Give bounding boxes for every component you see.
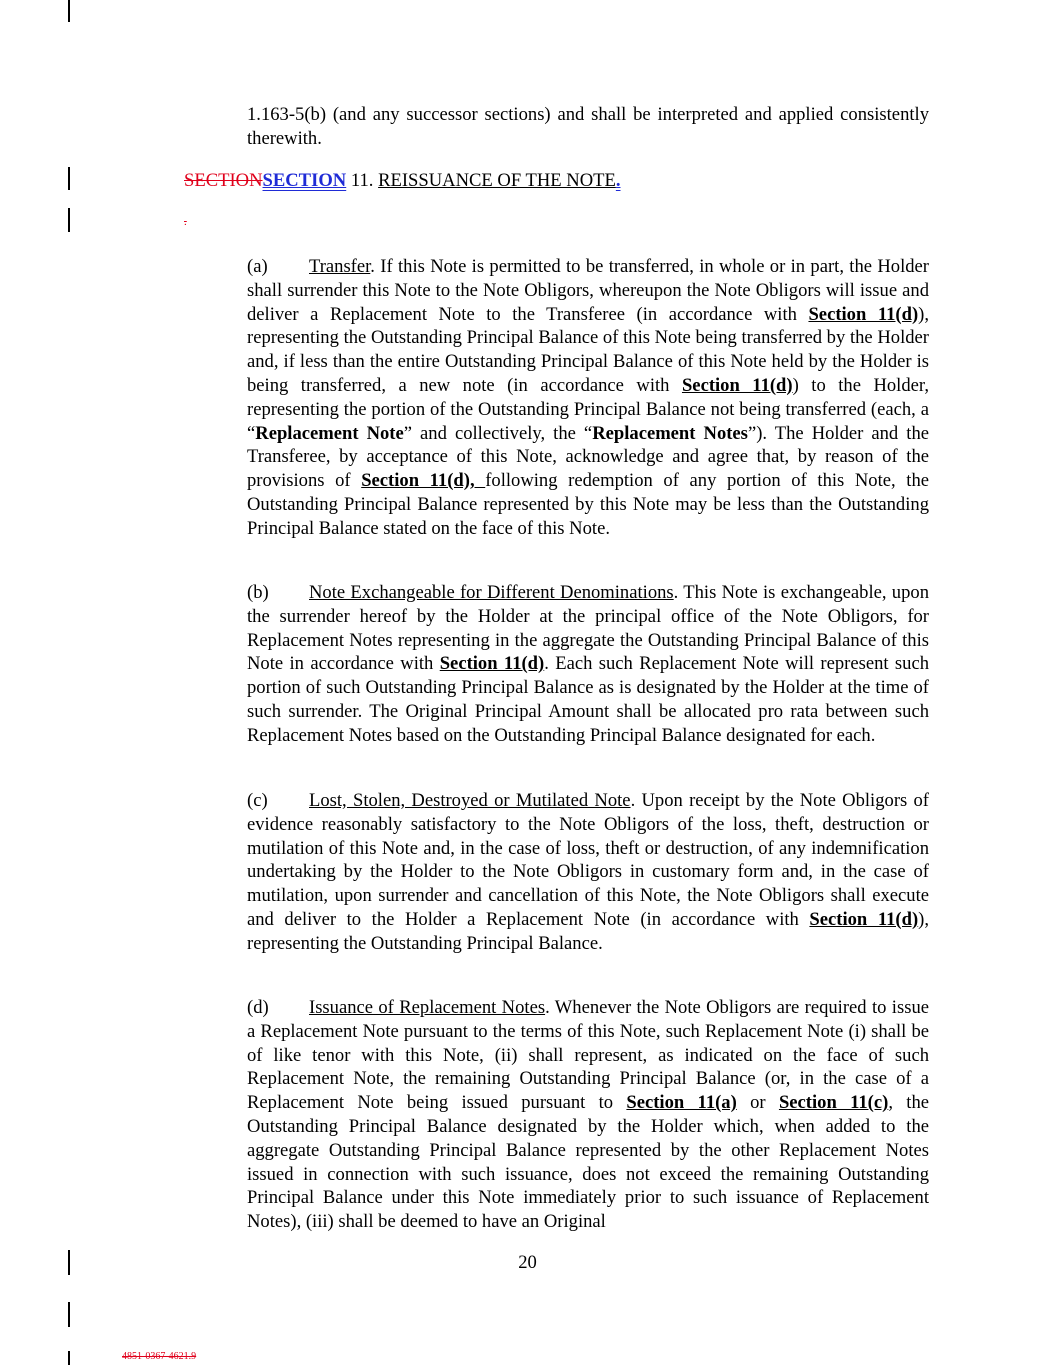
section-reference: Section 11(d) xyxy=(681,374,793,396)
change-bar xyxy=(68,1302,70,1327)
change-bar xyxy=(68,0,70,22)
footer-document-id: 4851-0367-4621.9 xyxy=(122,1351,197,1362)
inserted-period: . xyxy=(615,170,621,191)
paragraph-title: Lost, Stolen, Destroyed or Mutilated Note xyxy=(309,790,631,811)
paragraph-label: (d) xyxy=(247,997,269,1018)
section-number: 11. xyxy=(346,170,379,191)
paragraph-label: (b) xyxy=(247,582,269,603)
deleted-mark: . xyxy=(184,216,187,228)
paragraph-title: Issuance of Replacement Notes xyxy=(309,997,546,1018)
inserted-text: SECTION xyxy=(262,170,347,191)
continuation-paragraph: 1.163-5(b) (and any successor sections) and shall be interpreted and applied consistently therewith. xyxy=(247,104,929,149)
paragraph-label: (a) xyxy=(247,256,268,277)
section-reference: Section 11(d) xyxy=(809,908,919,930)
page-number: 20 xyxy=(518,1252,537,1273)
paragraph-label: (c) xyxy=(247,790,268,811)
deleted-text: SECTION xyxy=(184,170,263,191)
defined-term: Replacement Note xyxy=(255,422,404,444)
section-reference: Section 11(c) xyxy=(778,1092,889,1114)
paragraph-a: (a) Transfer. If this Note is permitted to be transferred, in whole or in part, the Holder shall surrender this Note to the Note Obligors, whereupon the Note Obligors will issue and deliver a Replacement Note to the Transferee (in accordance with Section 11(d)), representing the Outstanding Principal Balance of this Note being transferred by the Holder and, if less than the entire Outstanding Principal Balance of this Note held by the Holder is being transferred, a new note (in accordance with Section 11(d)) to the Holder, representing the portion of the Outstanding Principal Balance not being transferred (each, a “Replacement Note” and collectively, the “Replacement Notes”). The Holder and the Transferee, by acceptance of this Note, acknowledge and agree that, by reason of the provisions of Section 11(d), following redemption of any portion of this Note, the Outstanding Principal Balance represented by this Note may be less than the Outstanding Principal Balance stated on the face of this Note. xyxy=(247,256,929,539)
section-reference: Section 11(a) xyxy=(626,1092,737,1114)
change-bar xyxy=(68,208,70,232)
section-reference: Section 11(d) xyxy=(439,653,545,675)
paragraph-title: Note Exchangeable for Different Denominations xyxy=(309,582,674,603)
paragraph-b: (b) Note Exchangeable for Different Denominations. This Note is exchangeable, upon the surrender hereof by the Holder at the principal office of the Note Obligors, for Replacement Notes representing in the aggregate the Outstanding Principal Balance of this Note in accordance with Section 11(d). Each such Replacement Note will represent such portion of such Outstanding Principal Balance as is designated by the Holder at the time of such surrender. The Original Principal Amount shall be allocated pro rata between such Replacement Notes based on the Outstanding Principal Balance designated for each. xyxy=(247,582,929,746)
change-bar xyxy=(68,167,70,190)
defined-term: Replacement Notes xyxy=(592,422,748,444)
section-heading xyxy=(184,169,621,192)
paragraph-d: (d) Issuance of Replacement Notes. Whenever the Note Obligors are required to issue a Replacement Note pursuant to the terms of this Note, such Replacement Note (i) shall be of like tenor with this Note, (ii) shall represent, as indicated on the face of such Replacement Note, the remaining Outstanding Principal Balance (or, in the case of a Replacement Note being issued pursuant to Section 11(a) or Section 11(c), the Outstanding Principal Balance designated by the Holder which, when added to the aggregate Outstanding Principal Balance represented by the other Replacement Notes issued in connection with such issuance, does not exceed the remaining Outstanding Principal Balance under this Note immediately prior to such issuance of Replacement Notes), (iii) shall be deemed to have an Original xyxy=(247,997,929,1233)
section-title: REISSUANCE OF THE NOTE xyxy=(378,170,616,191)
paragraph-title: Transfer xyxy=(309,256,371,277)
paragraph-c: (c) Lost, Stolen, Destroyed or Mutilated Note. Upon receipt by the Note Obligors of evidence reasonably satisfactory to the Note Obligors of the loss, theft, destruction or mutilation of this Note and, in the case of loss, theft or destruction, of any indemnification undertaking by the Holder to the Note Obligors in customary form and, in the case of mutilation, upon surrender and cancellation of this Note, the Note Obligors shall execute and deliver to the Holder a Replacement Note (in accordance with Section 11(d)), representing the Outstanding Principal Balance. xyxy=(247,790,929,954)
section-reference: Section 11(d) xyxy=(808,303,919,325)
section-reference: Section 11(d), xyxy=(361,470,486,492)
change-bar xyxy=(68,1351,70,1365)
